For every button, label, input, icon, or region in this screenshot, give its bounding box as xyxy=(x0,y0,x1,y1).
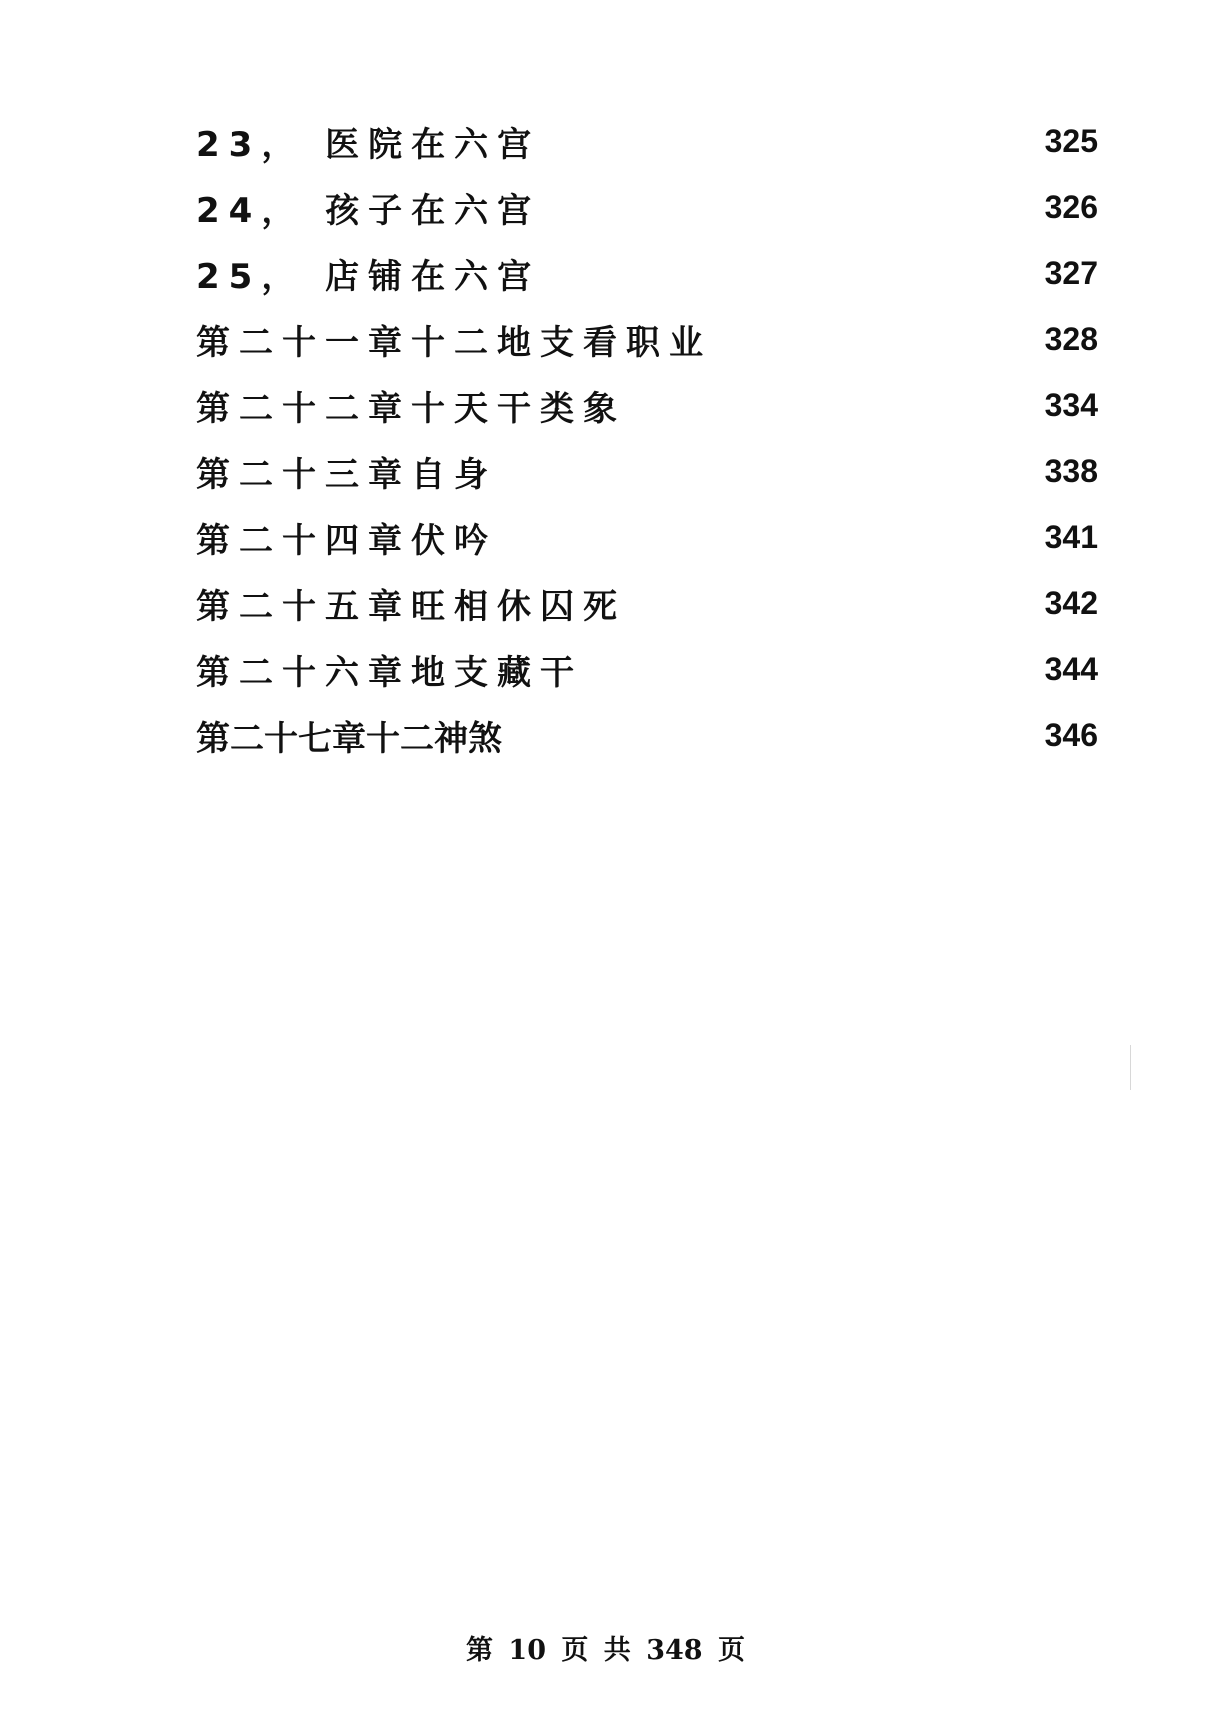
toc-entry-page-number: 328 xyxy=(1044,320,1098,357)
toc-entry[interactable] xyxy=(196,636,1098,702)
toc-entry[interactable] xyxy=(196,306,1098,372)
scan-margin-mark xyxy=(1130,1045,1131,1090)
toc-entry-title: 第二十三章自身 xyxy=(196,454,497,495)
toc-entry-title: 第二十七章十二神煞 xyxy=(196,718,502,759)
toc-entry[interactable] xyxy=(196,372,1098,438)
toc-entry-page-number: 338 xyxy=(1044,452,1098,489)
toc-entry-title: 第二十五章旺相休囚死 xyxy=(196,586,626,627)
toc-entry-title: 第二十四章伏吟 xyxy=(196,520,497,561)
table-of-contents xyxy=(196,108,1098,768)
page-footer: 第 10 页 共 348 页 xyxy=(466,1635,745,1666)
toc-entry-title: 第二十六章地支藏干 xyxy=(196,652,583,693)
toc-entry-page-number: 325 xyxy=(1044,122,1098,159)
toc-entry[interactable] xyxy=(196,240,1098,306)
toc-entry[interactable] xyxy=(196,174,1098,240)
toc-entry-page-number: 326 xyxy=(1044,188,1098,225)
toc-entry-title: 24， 孩子在六宫 xyxy=(196,190,541,231)
toc-entry[interactable] xyxy=(196,504,1098,570)
toc-entry-title: 第二十一章十二地支看职业 xyxy=(196,322,712,363)
toc-entry-page-number: 334 xyxy=(1044,386,1098,423)
toc-entry[interactable] xyxy=(196,108,1098,174)
toc-entry-title: 第二十二章十天干类象 xyxy=(196,388,626,429)
toc-entry[interactable] xyxy=(196,702,1098,768)
toc-entry[interactable] xyxy=(196,438,1098,504)
toc-entry-title: 23， 医院在六宫 xyxy=(196,124,541,165)
toc-entry-page-number: 341 xyxy=(1044,518,1098,555)
toc-entry-page-number: 342 xyxy=(1044,584,1098,621)
toc-entry-title: 25， 店铺在六宫 xyxy=(196,256,541,297)
toc-entry[interactable] xyxy=(196,570,1098,636)
toc-entry-page-number: 344 xyxy=(1044,650,1098,687)
toc-entry-page-number: 327 xyxy=(1044,254,1098,291)
toc-entry-page-number: 346 xyxy=(1044,716,1098,753)
